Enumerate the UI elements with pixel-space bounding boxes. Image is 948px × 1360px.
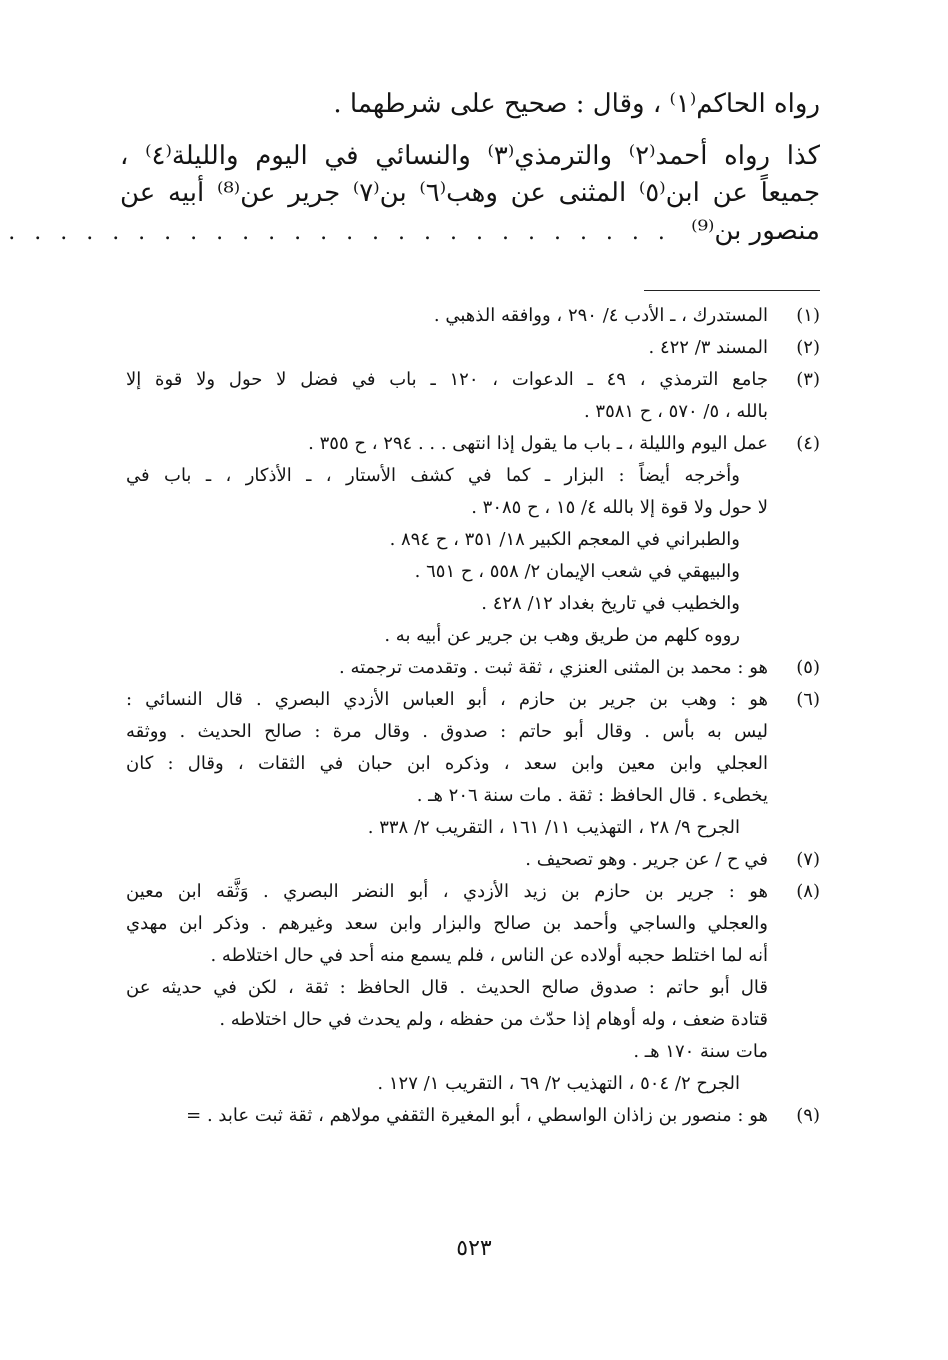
main-line-2: كذا رواه أحمد⁽٢⁾ والترمذي⁽٣⁾ والنسائي في اليوم والليلة⁽٤⁾ ،	[120, 140, 820, 171]
footnote-line: في ح / عن جرير . وهو تصحيف .	[525, 849, 768, 870]
footnote-line: رووه كلهم من طريق وهب بن جرير عن أبيه به .	[384, 625, 740, 646]
footnote-8	[126, 876, 820, 1100]
footnote-line: العجلي وابن معين وابن سعد ، وذكره ابن حبان في الثقات ، وقال : كان	[126, 753, 768, 774]
footnote-9	[126, 1100, 820, 1132]
footnote-line: الجرح ٢/ ٥٠٤ ، التهذيب ٢/ ٦٩ ، التقريب ١/ ١٢٧ .	[377, 1073, 740, 1094]
footnote-line: الجرح ٩/ ٢٨ ، التهذيب ١١/ ١٦١ ، التقريب ٢/ ٣٣٨ .	[367, 817, 740, 838]
footnotes	[126, 300, 820, 1132]
footnote-line: وأخرجه أيضاً : البزار ـ كما في كشف الأستار ، ـ الأذكار ، ـ باب في	[126, 465, 740, 486]
page-number: ٥٢٣	[456, 1236, 492, 1261]
footnote-line: والخطيب في تاريخ بغداد ١٢/ ٤٢٨ .	[481, 593, 740, 614]
footnote-line: والبيهقي في شعب الإيمان ٢/ ٥٥٨ ، ح ٦٥١ .	[414, 561, 740, 582]
footnote-line: المسند ٣/ ٤٢٢ .	[648, 337, 768, 358]
main-line-4	[8, 213, 820, 251]
footnote-line: ليس به بأس . وقال أبو حاتم : صدوق . وقال مرة : صالح الحديث . ووثقه	[126, 721, 768, 742]
footnote-body	[126, 364, 768, 428]
footnote-line: مات سنة ١٧٠ هـ .	[633, 1041, 768, 1062]
footnote-line: جامع الترمذي ، ٤٩ ـ الدعوات ، ١٢٠ ـ باب في فضل لا حول ولا قوة إلا	[126, 369, 768, 390]
footnote-line: هو : منصور بن زاذان الواسطي ، أبو المغيرة الثقفي مولاهم ، ثقة ثبت عابد . =	[186, 1105, 768, 1126]
footnote-2	[126, 332, 820, 364]
footnote-7	[126, 844, 820, 876]
footnote-line: والعجلي والساجي وأحمد بن صالح والبزار وابن سعد وغيرهم . وذكر ابن مهدي	[126, 913, 768, 934]
footnote-line: المستدرك ، ـ الأدب ٤/ ٢٩٠ ، ووافقه الذهبي .	[433, 305, 768, 326]
footnote-body	[126, 652, 768, 684]
main-line-3: جميعاً عن ابن⁽٥⁾ المثنى عن وهب⁽٦⁾ بن⁽٧⁾ جرير عن⁽⁸⁾ أبيه عن	[120, 178, 821, 209]
footnote-line: والطبراني في المعجم الكبير ١٨/ ٣٥١ ، ح ٨٩٤ .	[389, 529, 740, 550]
footnote-number: (٨)	[796, 881, 820, 902]
footnote-3	[126, 364, 820, 428]
footnote-number: (٤)	[796, 433, 820, 454]
footnote-number: (٩)	[796, 1105, 820, 1126]
footnote-6	[126, 684, 820, 844]
footnote-4	[126, 428, 820, 652]
footnote-line: لا حول ولا قوة إلا بالله ٤/ ١٥ ، ح ٣٠٨٥ .	[471, 497, 768, 518]
footnote-line: قتادة ضعف ، وله أوهام إذا حدّث من حفظه ، ولم يحدث في حال اختلاطه .	[219, 1009, 768, 1030]
footnote-1	[126, 300, 820, 332]
main-line-4-text: منصور بن⁽⁹⁾	[691, 216, 820, 247]
footnote-separator	[644, 290, 820, 291]
footnote-body	[126, 684, 768, 844]
footnote-body	[126, 844, 768, 876]
footnote-number: (٦)	[796, 689, 820, 710]
main-line-1: رواه الحاكم⁽١⁾ ، وقال : صحيح على شرطهما .	[333, 89, 820, 119]
footnote-line: هو : جرير بن حازم بن زيد الأزدي ، أبو النضر البصري . وَثَّقه ابن معين	[126, 881, 768, 902]
main-text	[8, 86, 821, 251]
footnote-number: (١)	[796, 305, 820, 326]
footnote-line: قال أبو حاتم : صدوق صالح الحديث . قال الحافظ : ثقة ، لكن في حديثه عن	[126, 977, 768, 998]
footnote-line: بالله ، ٥/ ٥٧٠ ، ح ٣٥٨١ .	[583, 401, 768, 422]
footnote-number: (٢)	[796, 337, 820, 358]
footnote-body	[126, 876, 768, 1100]
footnote-number: (٧)	[796, 849, 820, 870]
footnote-number: (٥)	[796, 657, 820, 678]
footnote-line: أنه لما اختلط حجبه أولاده عن الناس ، فلم يسمع منه أحد في حال اختلاطه .	[210, 945, 768, 966]
footnote-line: يخطىء . قال الحافظ : ثقة . مات سنة ٢٠٦ هـ .	[416, 785, 768, 806]
footnote-body	[126, 332, 768, 364]
footnote-line: هو : محمد بن المثنى العنزي ، ثقة ثبت . وتقدمت ترجمته .	[339, 657, 768, 678]
footnote-body	[126, 1100, 768, 1132]
ellipsis-dots: . . . . . . . . . . . . . . . . . . . . . . . . . .	[8, 220, 671, 246]
footnote-body	[126, 300, 768, 332]
footnote-body	[126, 428, 768, 652]
footnote-number: (٣)	[796, 369, 820, 390]
footnote-line: هو : وهب بن جرير بن حازم ، أبو العباس الأزدي البصري . قال النسائي :	[126, 689, 768, 710]
footnote-5	[126, 652, 820, 684]
footnote-line: عمل اليوم والليلة ، ـ باب ما يقول إذا انتهى . . . ٢٩٤ ، ح ٣٥٥ .	[308, 433, 768, 454]
